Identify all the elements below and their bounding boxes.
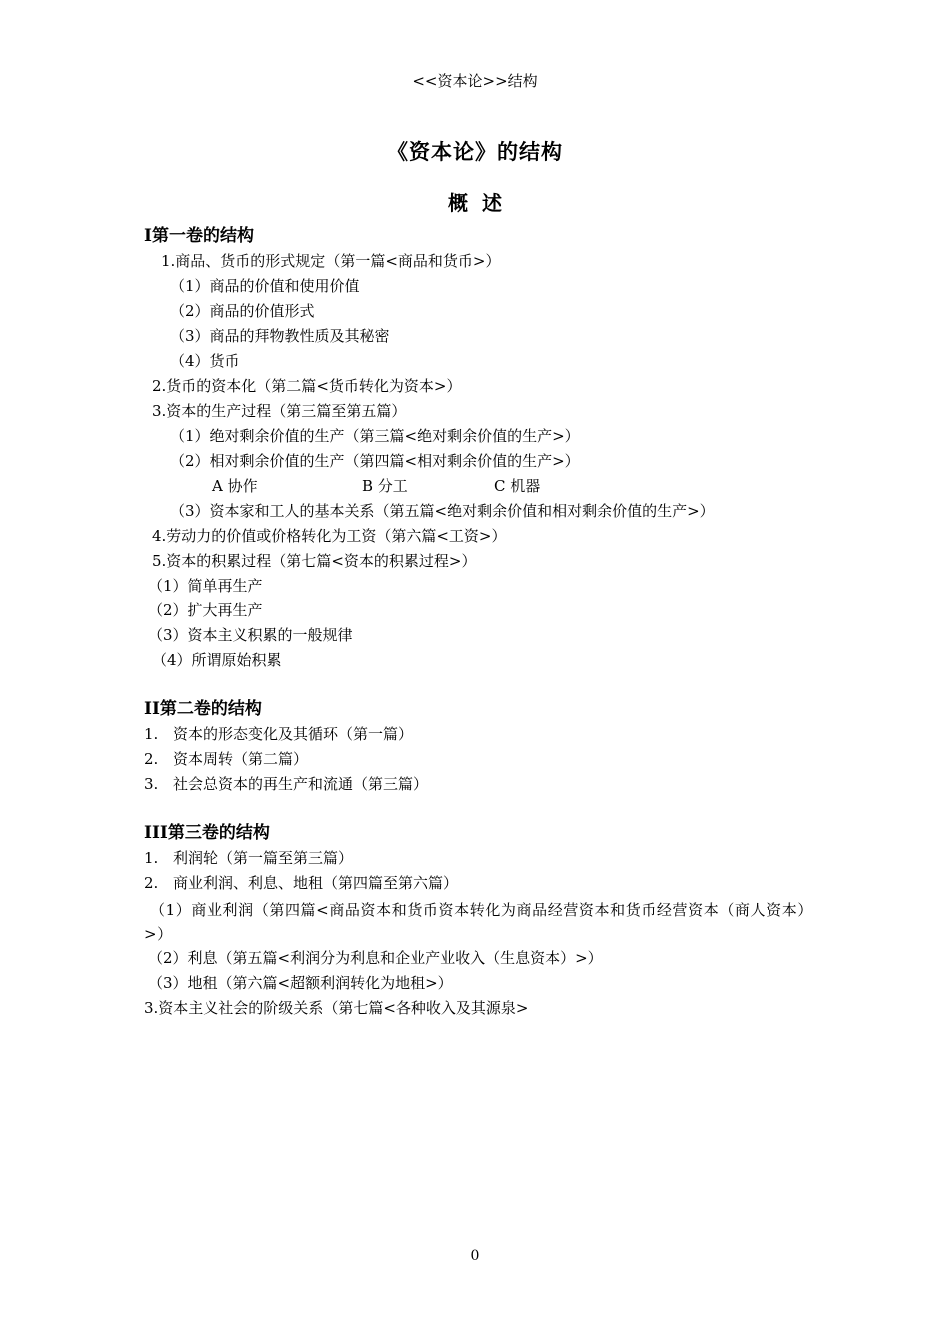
- vol3-item-2-number: 2.: [144, 874, 159, 892]
- vol1-item-3: 3.资本的生产过程（第三篇至第五篇）: [152, 402, 407, 420]
- vol3-heading: III第三卷的结构: [144, 823, 270, 843]
- vol1-item-3-2-c: C 机器: [494, 477, 541, 495]
- vol1-item-3-2-a: A 协作: [212, 477, 258, 495]
- vol1-item-1: 1.商品、货币的形式规定（第一篇<商品和货币>）: [161, 252, 501, 270]
- vol2-item-3-number: 3.: [144, 775, 159, 793]
- vol1-item-3-3: （3）资本家和工人的基本关系（第五篇<绝对剩余价值和相对剩余价值的生产>）: [170, 502, 715, 520]
- running-header: <<资本论>>结构: [412, 72, 538, 90]
- vol1-item-5-4: （4）所谓原始积累: [152, 651, 282, 669]
- document-title: 《资本论》的结构: [387, 139, 563, 164]
- vol3-item-1-text: 利润轮（第一篇至第三篇）: [173, 849, 354, 867]
- vol2-item-3-text: 社会总资本的再生产和流通（第三篇）: [173, 775, 429, 793]
- vol1-heading: I第一卷的结构: [144, 226, 254, 246]
- vol1-item-3-2-b: B 分工: [362, 477, 408, 495]
- vol1-item-4: 4.劳动力的价值或价格转化为工资（第六篇<工资>）: [152, 527, 507, 545]
- vol1-item-2: 2.货币的资本化（第二篇<货币转化为资本>）: [152, 377, 462, 395]
- vol1-item-3-1: （1）绝对剩余价值的生产（第三篇<绝对剩余价值的生产>）: [170, 427, 580, 445]
- vol3-item-2-2: （2）利息（第五篇<利润分为利息和企业产业收入（生息资本）>）: [148, 949, 603, 967]
- vol2-item-1-text: 资本的形态变化及其循环（第一篇）: [173, 725, 414, 743]
- vol3-item-2: [144, 873, 458, 893]
- vol2-item-1-number: 1.: [144, 725, 159, 743]
- vol2-heading: II第二卷的结构: [144, 699, 262, 719]
- page-number: 0: [470, 1248, 480, 1264]
- vol3-item-2-1: （1）商业利润（第四篇<商品资本和货币资本转化为商品经营资本和货币经营资本（商人资本）>）: [144, 901, 806, 943]
- vol3-item-3: 3.资本主义社会的阶级关系（第七篇<各种收入及其源泉>: [144, 999, 529, 1017]
- vol2-item-2: [144, 749, 308, 769]
- vol1-item-1-1: （1）商品的价值和使用价值: [170, 277, 360, 295]
- document-subtitle: 概述: [448, 191, 516, 215]
- vol3-item-1: [144, 848, 353, 868]
- vol1-item-5-2: （2）扩大再生产: [148, 601, 263, 619]
- vol2-item-2-text: 资本周转（第二篇）: [173, 750, 309, 768]
- vol2-item-3: [144, 774, 428, 794]
- vol1-item-3-2: （2）相对剩余价值的生产（第四篇<相对剩余价值的生产>）: [170, 452, 580, 470]
- vol1-item-5-3: （3）资本主义积累的一般规律: [148, 626, 353, 644]
- vol3-item-2-text: 商业利润、利息、地租（第四篇至第六篇）: [173, 874, 459, 892]
- vol3-item-1-number: 1.: [144, 849, 159, 867]
- vol1-item-5-1: （1）简单再生产: [148, 577, 263, 595]
- vol2-item-2-number: 2.: [144, 750, 159, 768]
- vol1-item-1-3: （3）商品的拜物教性质及其秘密: [170, 327, 390, 345]
- vol1-item-5: 5.资本的积累过程（第七篇<资本的积累过程>）: [152, 552, 477, 570]
- vol3-item-2-3: （3）地租（第六篇<超额利润转化为地租>）: [148, 974, 453, 992]
- vol1-item-1-4: （4）货币: [170, 352, 240, 370]
- vol2-item-1: [144, 724, 413, 744]
- vol1-item-1-2: （2）商品的价值形式: [170, 302, 315, 320]
